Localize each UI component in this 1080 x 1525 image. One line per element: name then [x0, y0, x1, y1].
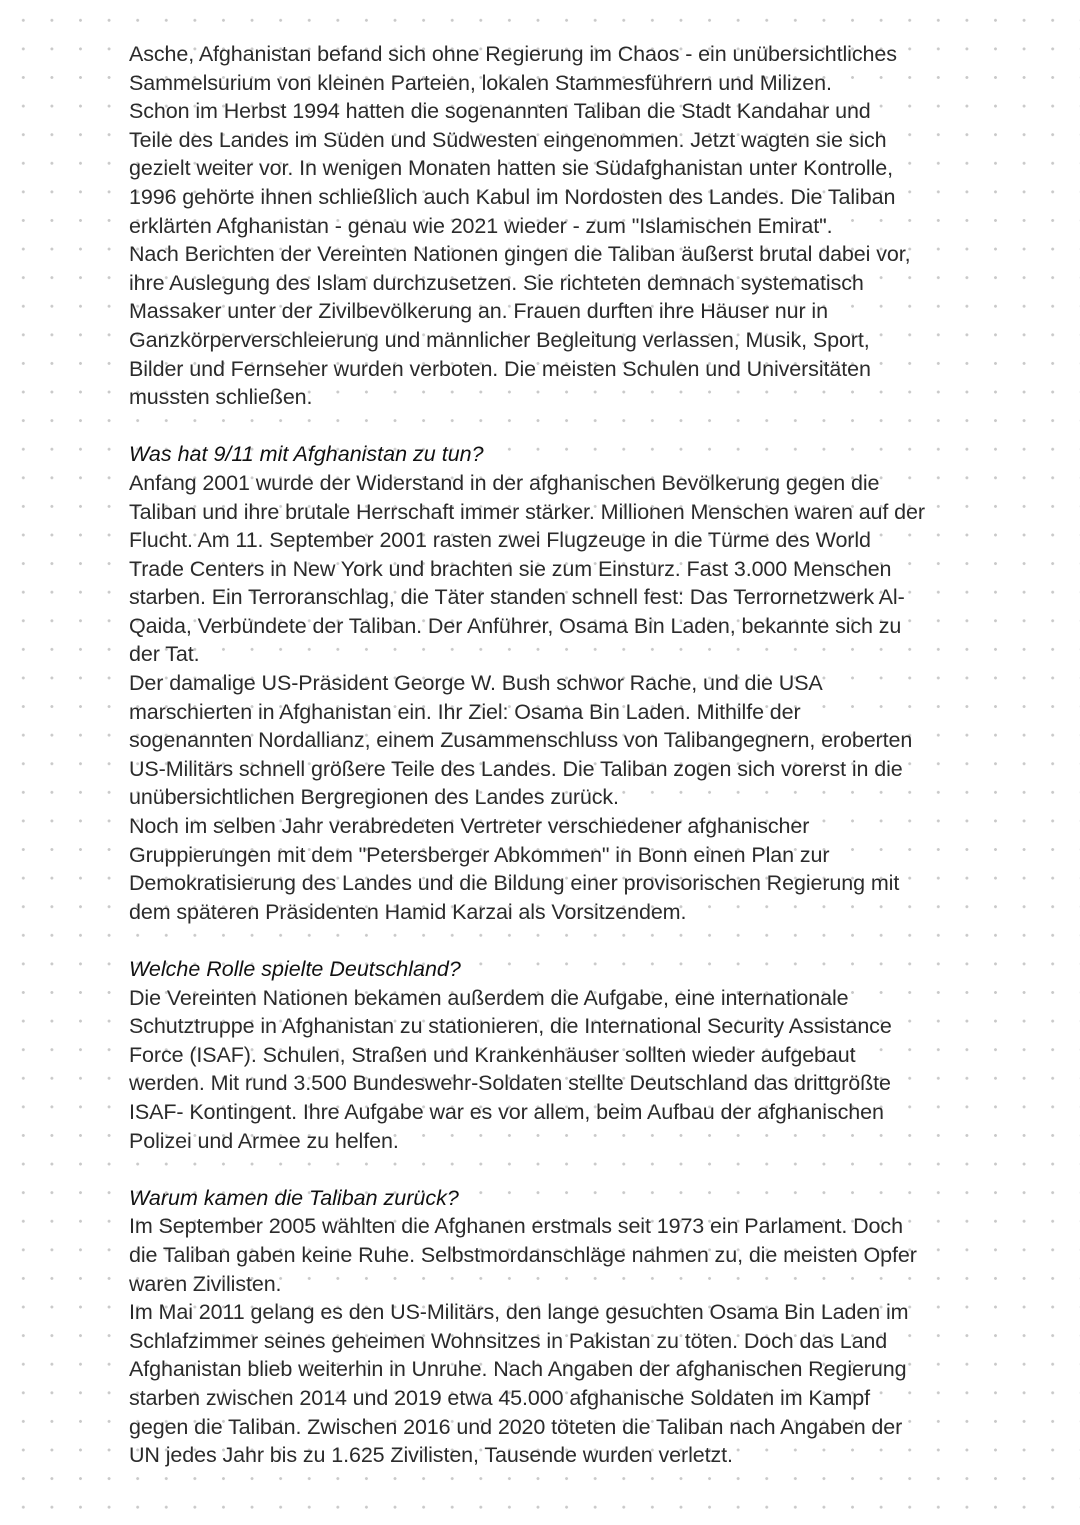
section-return [129, 1184, 969, 1470]
text-line: Schlafzimmer seines geheimen Wohnsitzes in Pakistan zu töten. Doch das Land [129, 1328, 888, 1353]
text-line: Trade Centers in New York und brachten sie zum Einsturz. Fast 3.000 Menschen [129, 556, 892, 581]
text-line: die Taliban gaben keine Ruhe. Selbstmordanschläge nahmen zu, die meisten Opfer [129, 1242, 917, 1267]
text-line: Noch im selben Jahr verabredeten Vertreter verschiedener afghanischer [129, 814, 810, 839]
text-line: US-Militärs schnell größere Teile des Landes. Die Taliban zogen sich vorerst in die [129, 756, 903, 781]
text-line: Schon im Herbst 1994 hatten die sogenannten Taliban die Stadt Kandahar und [129, 99, 871, 124]
text-line: Flucht. Am 11. September 2001 rasten zwei Flugzeuge in die Türme des World [129, 528, 871, 553]
text-line: Qaida, Verbündete der Taliban. Der Anführer, Osama Bin Laden, bekannte sich zu [129, 613, 902, 638]
text-line: 1996 gehörte ihnen schließlich auch Kabul im Nordosten des Landes. Die Taliban [129, 184, 896, 209]
text-line: unübersichtlichen Bergregionen des Landes zurück. [129, 785, 619, 810]
text-line: Massaker unter der Zivilbevölkerung an. Frauen durften ihre Häuser nur in [129, 299, 828, 324]
text-line: Demokratisierung des Landes und die Bildung einer provisorischen Regierung mit [129, 871, 900, 896]
text-line: erklärten Afghanistan - genau wie 2021 wieder - zum "Islamischen Emirat". [129, 213, 833, 238]
text-line: Nach Berichten der Vereinten Nationen gingen die Taliban äußerst brutal dabei vor, [129, 242, 911, 267]
text-line: sogenannten Nordallianz, einem Zusammenschluss von Talibangegnern, eroberten [129, 728, 913, 753]
text-line: der Tat. [129, 642, 200, 667]
text-line: starben zwischen 2014 und 2019 etwa 45.000 afghanische Soldaten im Kampf [129, 1385, 871, 1410]
text-line: Im September 2005 wählten die Afghanen erstmals seit 1973 ein Parlament. Doch [129, 1214, 903, 1239]
text-line: Taliban und ihre brutale Herrschaft immer stärker. Millionen Menschen waren auf der [129, 499, 925, 524]
text-line: Force (ISAF). Schulen, Straßen und Krankenhäuser sollten wieder aufgebaut [129, 1042, 856, 1067]
text-line: starben. Ein Terroranschlag, die Täter standen schnell fest: Das Terrornetzwerk Al- [129, 585, 905, 610]
text-line: Asche, Afghanistan befand sich ohne Regierung im Chaos - ein unübersichtliches [129, 42, 897, 66]
text-line: Teile des Landes im Süden und Südwesten eingenommen. Jetzt wagten sie sich [129, 127, 887, 152]
text-line: Ganzkörperverschleierung und männlicher Begleitung verlassen, Musik, Sport, [129, 327, 870, 352]
text-line: Im Mai 2011 gelang es den US-Militärs, den lange gesuchten Osama Bin Laden im [129, 1300, 909, 1325]
intro-section [129, 40, 969, 412]
section-heading: Welche Rolle spielte Deutschland? [129, 957, 461, 981]
section-heading: Warum kamen die Taliban zurück? [129, 1185, 459, 1210]
text-line: UN jedes Jahr bis zu 1.625 Zivilisten, Tausende wurden verletzt. [129, 1443, 733, 1468]
section-911 [129, 440, 969, 926]
text-line: Die Vereinten Nationen bekamen außerdem die Aufgabe, eine internationale [129, 985, 849, 1010]
section-germany [129, 955, 969, 1155]
text-line: Polizei und Armee zu helfen. [129, 1128, 399, 1153]
document-page [129, 40, 969, 1470]
text-line: Sammelsurium von kleinen Parteien, lokalen Stammesführern und Milizen. [129, 70, 832, 95]
text-line: waren Zivilisten. [129, 1271, 282, 1296]
text-line: dem späteren Präsidenten Hamid Karzai als Vorsitzendem. [129, 899, 687, 924]
text-line: ihre Auslegung des Islam durchzusetzen. Sie richteten demnach systematisch [129, 270, 864, 295]
paragraph-gap [129, 412, 969, 441]
section-heading: Was hat 9/11 mit Afghanistan zu tun? [129, 442, 484, 467]
text-line: Anfang 2001 wurde der Widerstand in der afghanischen Bevölkerung gegen die [129, 470, 880, 495]
text-line: marschierten in Afghanistan ein. Ihr Ziel: Osama Bin Laden. Mithilfe der [129, 699, 801, 724]
paragraph-gap [129, 926, 969, 955]
text-line: Afghanistan blieb weiterhin in Unruhe. Nach Angaben der afghanischen Regierung [129, 1357, 907, 1382]
text-line: werden. Mit rund 3.500 Bundeswehr-Soldaten stellte Deutschland das drittgrößte [129, 1071, 891, 1096]
paragraph-gap [129, 1155, 969, 1184]
text-line: Schutztruppe in Afghanistan zu stationieren, die International Security Assistance [129, 1014, 892, 1039]
text-line: Bilder und Fernseher wurden verboten. Die meisten Schulen und Universitäten [129, 356, 871, 381]
text-line: Gruppierungen mit dem "Petersberger Abkommen" in Bonn einen Plan zur [129, 842, 830, 867]
text-line: Der damalige US-Präsident George W. Bush schwor Rache, und die USA [129, 671, 823, 696]
text-line: gegen die Taliban. Zwischen 2016 und 2020 töteten die Taliban nach Angaben der [129, 1414, 903, 1439]
text-line: gezielt weiter vor. In wenigen Monaten hatten sie Südafghanistan unter Kontrolle, [129, 156, 894, 181]
text-line: ISAF- Kontingent. Ihre Aufgabe war es vor allem, beim Aufbau der afghanischen [129, 1099, 884, 1124]
text-line: mussten schließen. [129, 385, 313, 410]
